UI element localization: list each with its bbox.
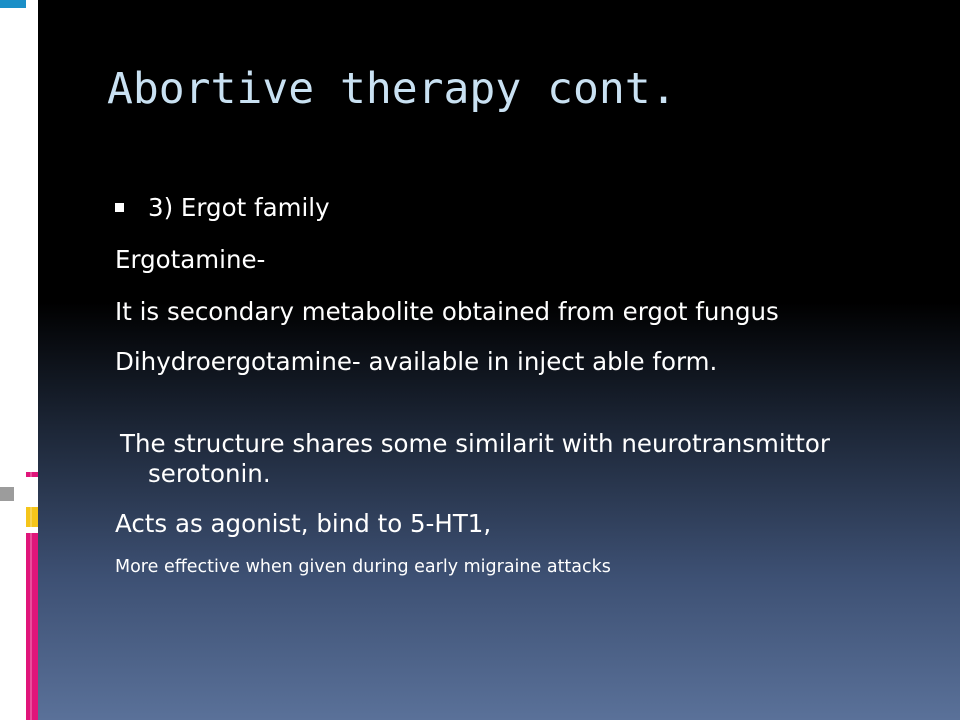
- accent-white-gap: [14, 487, 26, 501]
- slide-title: Abortive therapy cont.: [107, 64, 677, 114]
- slide-body: [115, 193, 925, 579]
- ergotamine-line: Ergotamine-: [115, 245, 266, 274]
- accent-yellow-bar: [26, 507, 38, 527]
- accent-magenta-bar-thin: [26, 472, 38, 477]
- accent-thin-line: [30, 0, 32, 720]
- effectiveness-line: More effective when given during early migraine attacks: [115, 557, 611, 577]
- ergot-family-heading: 3) Ergot family: [148, 193, 330, 222]
- square-bullet-icon: [115, 203, 124, 212]
- structure-line: The structure shares some similarit with neurotransmittor serotonin.: [120, 429, 830, 488]
- metabolite-line: It is secondary metabolite obtained from ergot fungus: [115, 297, 779, 326]
- bullet-item-ergot-family: [115, 193, 925, 223]
- accent-blue-bar: [0, 2, 26, 8]
- accent-magenta-bar: [26, 533, 38, 720]
- accent-gray-bar: [0, 487, 14, 501]
- agonist-line: Acts as agonist, bind to 5-HT1,: [115, 509, 492, 538]
- dihydroergotamine-line: Dihydroergotamine- available in inject able form.: [115, 347, 718, 376]
